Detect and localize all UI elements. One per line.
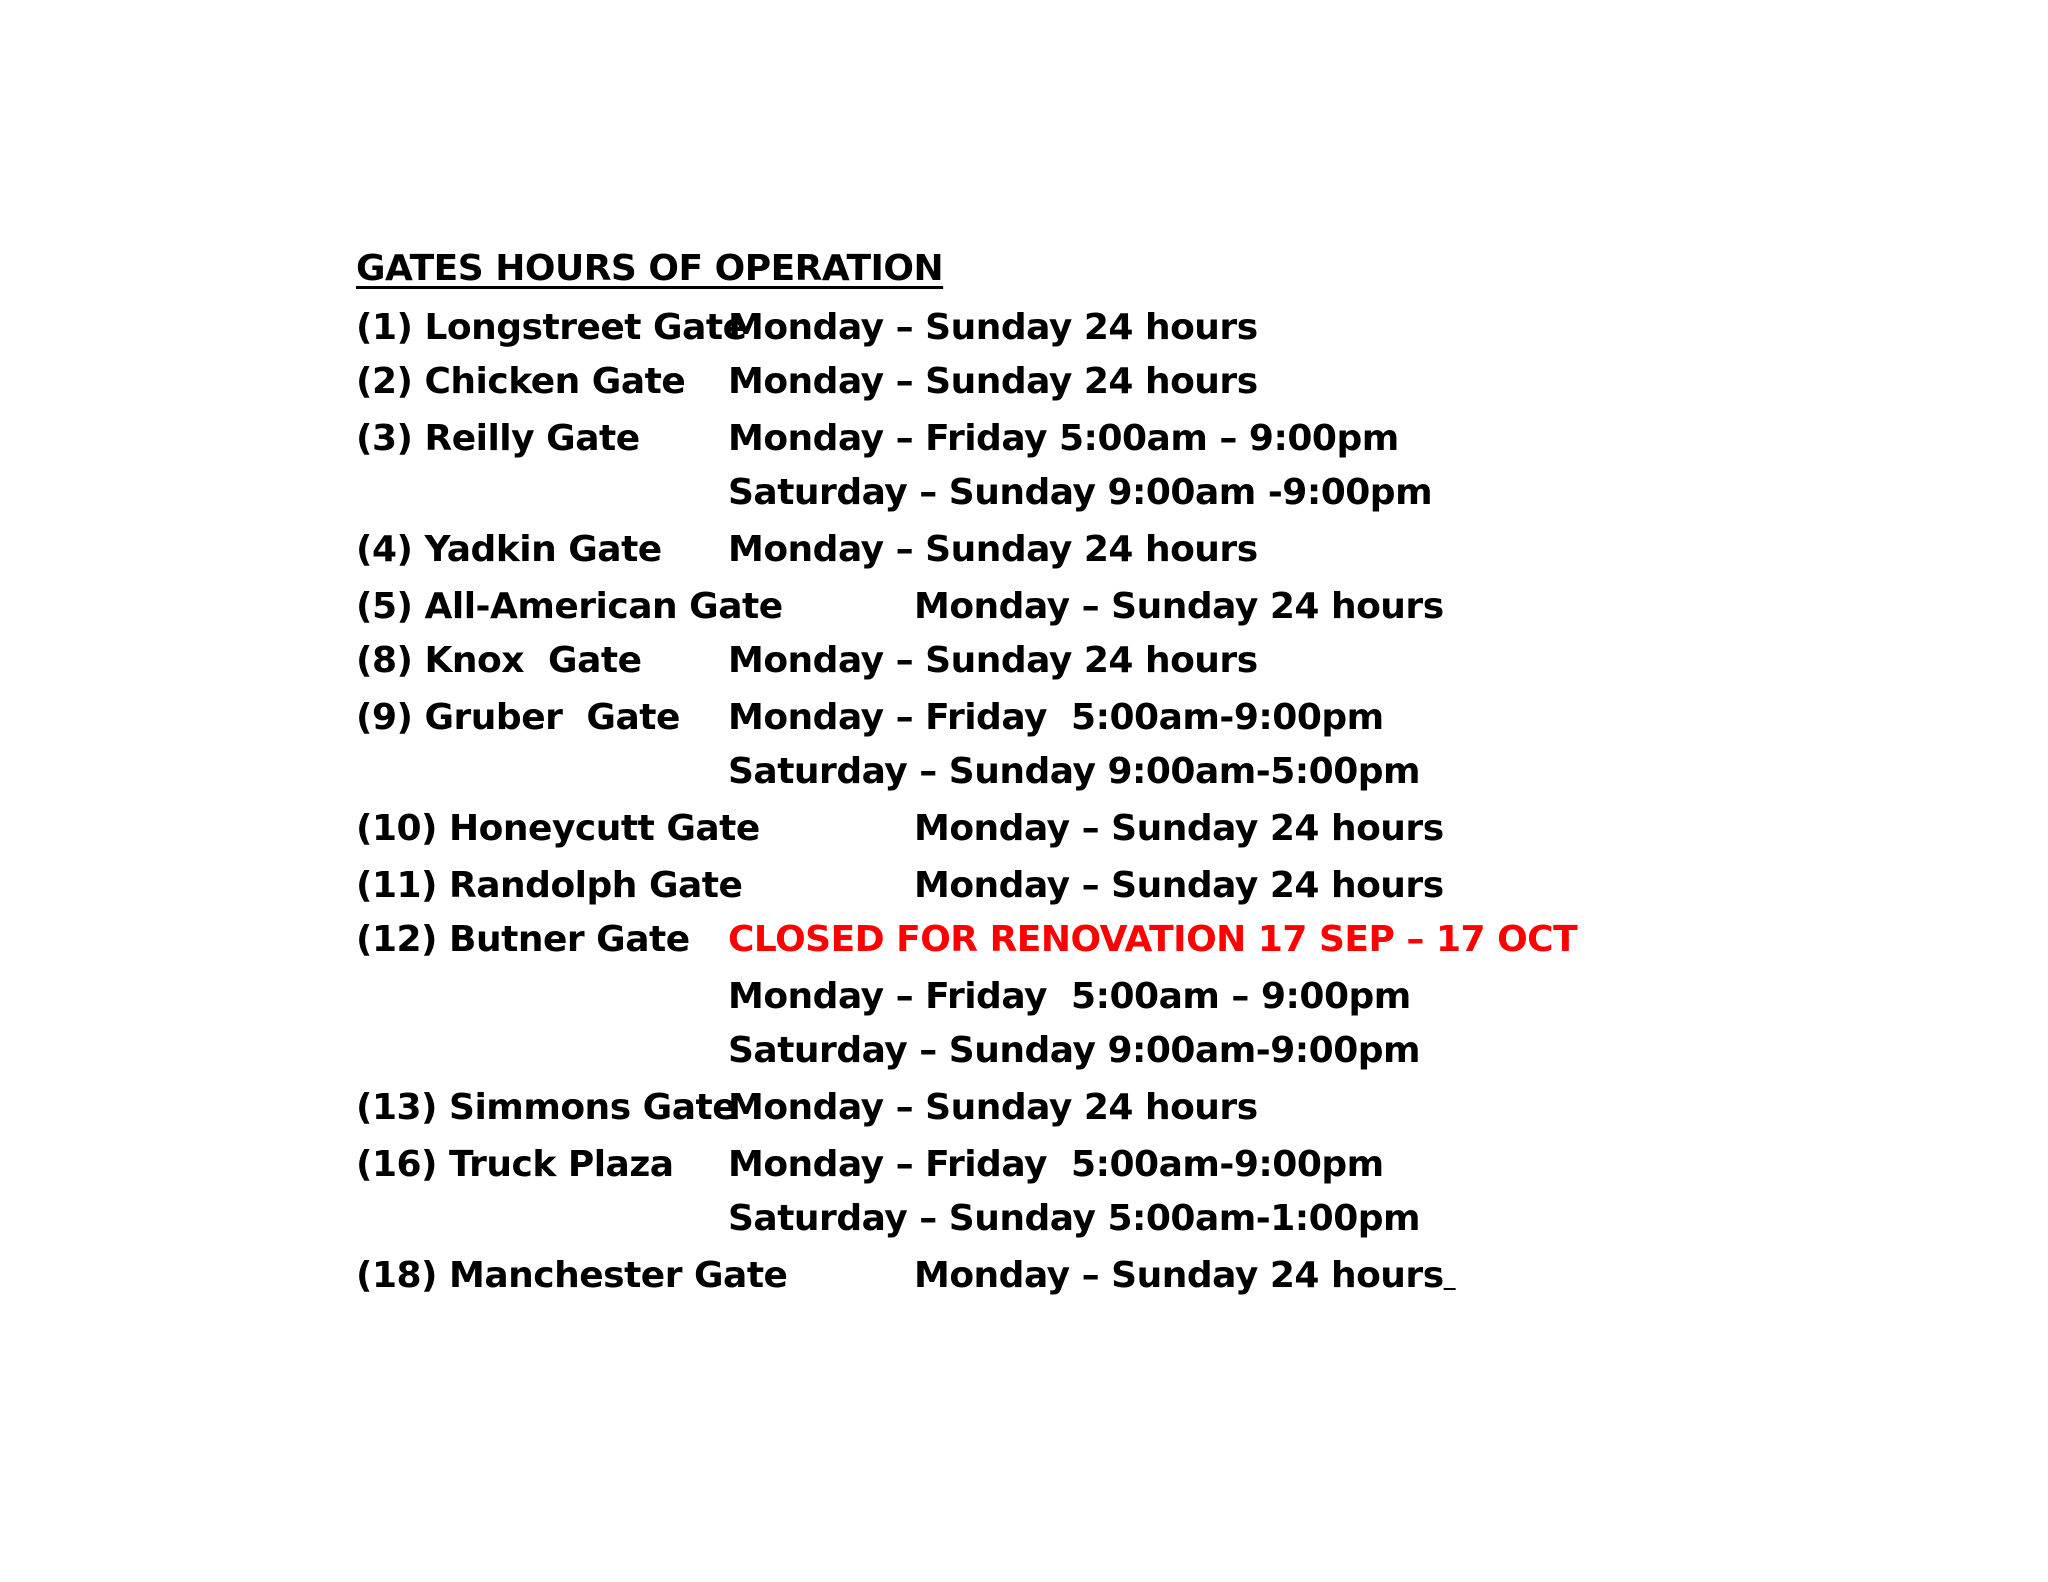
gate-name: (2) Chicken Gate	[356, 361, 686, 402]
gate-name: (11) Randolph Gate	[356, 865, 743, 906]
gate-hours-weekend: Saturday – Sunday 9:00am-9:00pm	[728, 1030, 1421, 1071]
closure-notice: CLOSED FOR RENOVATION 17 SEP – 17 OCT	[728, 919, 1578, 960]
gate-name: (4) Yadkin Gate	[356, 529, 662, 570]
gate-hours-text: Monday – Sunday 24 hours	[914, 1255, 1444, 1296]
page-title: GATES HOURS OF OPERATION	[356, 248, 944, 289]
gate-name: (13) Simmons Gate	[356, 1087, 737, 1128]
gate-hours-weekday: Monday – Friday 5:00am – 9:00pm	[728, 418, 1399, 459]
gate-name: (18) Manchester Gate	[356, 1255, 788, 1296]
gate-hours-weekday: Monday – Friday 5:00am-9:00pm	[728, 697, 1384, 738]
gate-hours-weekend: Saturday – Sunday 5:00am-1:00pm	[728, 1198, 1421, 1239]
gate-name: (3) Reilly Gate	[356, 418, 640, 459]
gate-hours-weekend: Saturday – Sunday 9:00am-5:00pm	[728, 751, 1421, 792]
trailing-underline	[1444, 1255, 1456, 1296]
gate-name: (16) Truck Plaza	[356, 1144, 674, 1185]
gate-hours: Monday – Sunday 24 hours	[914, 865, 1444, 906]
gate-hours: Monday – Sunday 24 hours	[728, 640, 1258, 681]
gate-hours-weekday: Monday – Friday 5:00am-9:00pm	[728, 1144, 1384, 1185]
gate-hours-weekend: Saturday – Sunday 9:00am -9:00pm	[728, 472, 1433, 513]
gate-hours: Monday – Sunday 24 hours	[728, 1087, 1258, 1128]
gate-name: (10) Honeycutt Gate	[356, 808, 760, 849]
gate-name: (9) Gruber Gate	[356, 697, 680, 738]
gate-name: (1) Longstreet Gate	[356, 307, 747, 348]
gate-name: (12) Butner Gate	[356, 919, 690, 960]
gate-hours: Monday – Sunday 24 hours	[914, 586, 1444, 627]
gate-hours: Monday – Sunday 24 hours	[728, 307, 1258, 348]
gate-name: (5) All-American Gate	[356, 586, 783, 627]
gate-hours: Monday – Sunday 24 hours	[728, 529, 1258, 570]
gate-hours: Monday – Sunday 24 hours	[914, 808, 1444, 849]
gate-hours	[914, 1251, 1456, 1301]
gate-name: (8) Knox Gate	[356, 640, 642, 681]
gate-hours-weekday: Monday – Friday 5:00am – 9:00pm	[728, 976, 1411, 1017]
gate-hours: Monday – Sunday 24 hours	[728, 361, 1258, 402]
